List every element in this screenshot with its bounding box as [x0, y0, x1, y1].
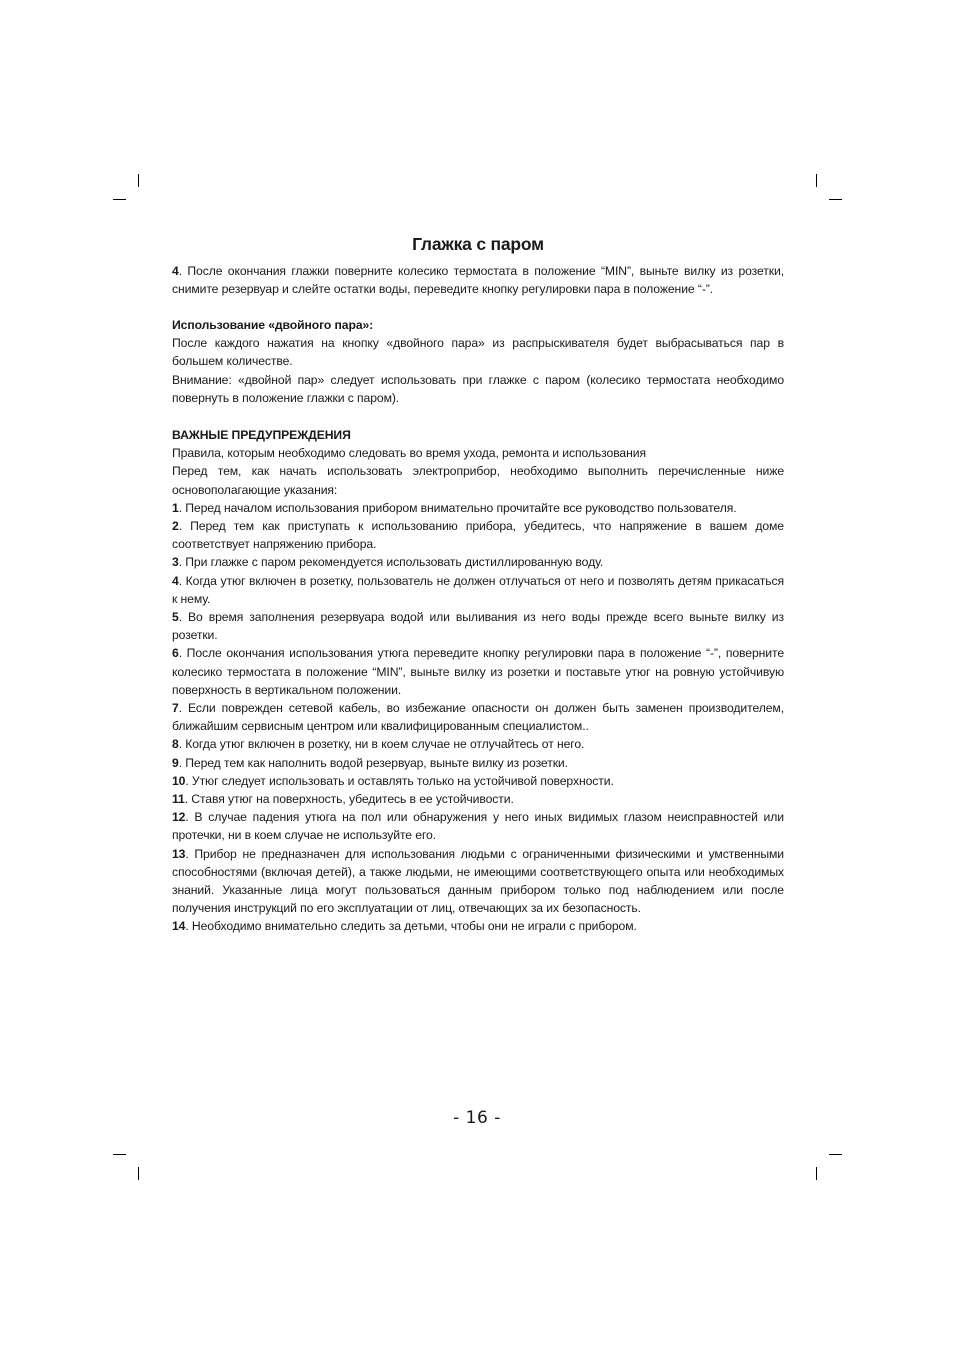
double-steam-section — [172, 316, 784, 407]
item-text: . Если поврежден сетевой кабель, во избежание опасности он должен быть заменен производителем, ближайшим сервисным центром или квалифицированным специалистом.. — [172, 701, 784, 734]
double-steam-heading: Использование «двойного пара»: — [172, 318, 374, 332]
warnings-heading: ВАЖНЫЕ ПРЕДУПРЕЖДЕНИЯ — [172, 428, 351, 442]
item-text: . Перед тем как наполнить водой резервуар, выньте вилку из розетки. — [178, 755, 568, 770]
item-number: 7 — [172, 701, 179, 716]
item-number: 12 — [172, 810, 186, 825]
crop-mark-top-right-vertical — [816, 174, 817, 187]
intro-item-paragraph — [172, 262, 784, 298]
warning-item — [172, 553, 784, 571]
item-text: . После окончания использования утюга переведите кнопку регулировки пара в положение “-”, поверните колесико термостата в положение “MIN”, выньте вилку из розетки и поставьте утюг на ровную устойчивую поверхность в вертикальном положении. — [172, 646, 784, 697]
item-text: . Ставя утюг на поверхность, убедитесь в ее устойчивости. — [184, 792, 514, 807]
item-number: 11 — [172, 792, 185, 807]
item-text: . После окончания глажки поверните колесико термостата в положение “MIN”, выньте вилку из розетки, снимите резервуар и слейте остатки воды, переведите кнопку регулировки пара в положение “-”. — [172, 264, 784, 297]
item-text: . Необходимо внимательно следить за детьми, чтобы они не играли с прибором. — [185, 919, 637, 934]
crop-mark-top-left-horizontal — [113, 199, 126, 200]
item-text: . Прибор не предназначен для использования людьми с ограниченными физическими и умственными способностями (включая детей), а также людьми, не имеющими соответствующего опыта или необходимых знаний. Указанные лица могут пользоваться данным прибором только под наблюдением или после получения инструкций по его эксплуатации от лиц, отвечающих за их безопасность. — [172, 846, 784, 916]
item-text: . При глажке с паром рекомендуется использовать дистиллированную воду. — [178, 555, 604, 570]
item-text: . Когда утюг включен в розетку, ни в коем случае не отлучайтесь от него. — [178, 737, 585, 752]
warning-item — [172, 699, 784, 735]
warning-item — [172, 735, 784, 753]
warnings-rules: Правила, которым необходимо следовать во время ухода, ремонта и использования — [172, 446, 646, 461]
item-number: 3 — [172, 555, 179, 570]
item-text: . Утюг следует использовать и оставлять только на устойчивой поверхности. — [185, 773, 614, 788]
double-steam-paragraph-1: После каждого нажатия на кнопку «двойного пара» из распрыскивателя будет выбрасываться пар в большем количестве. — [172, 336, 784, 369]
crop-mark-bottom-right-horizontal — [829, 1154, 842, 1155]
item-number: 4 — [172, 573, 179, 588]
warning-item — [172, 572, 784, 608]
item-text: . Когда утюг включен в розетку, пользователь не должен отлучаться от него и позволять детям прикасаться к нему. — [172, 573, 784, 606]
item-number: 13 — [172, 846, 186, 861]
item-number: 5 — [172, 610, 179, 625]
crop-mark-top-right-horizontal — [829, 199, 842, 200]
warnings-list — [172, 499, 784, 936]
item-number: 14 — [172, 919, 186, 934]
warning-item — [172, 808, 784, 844]
warning-item — [172, 608, 784, 644]
item-text: . Во время заполнения резервуара водой или выливания из него воды прежде всего выньте вилку из розетки. — [172, 610, 784, 643]
item-number: 1 — [172, 500, 179, 515]
warnings-intro: Перед тем, как начать использовать электроприбор, необходимо выполнить перечисленные ниже основополагающие указания: — [172, 464, 784, 497]
item-text: . В случае падения утюга на пол или обнаружения у него иных видимых глазом неисправностей или протечки, ни в коем случае не используйте его. — [172, 810, 784, 843]
item-text: . Перед началом использования прибором внимательно прочитайте все руководство пользователя. — [178, 500, 737, 515]
warning-item — [172, 754, 784, 772]
page-number: - 16 - — [453, 1108, 501, 1128]
warning-item — [172, 845, 784, 918]
item-number: 6 — [172, 646, 179, 661]
item-number: 9 — [172, 755, 179, 770]
item-number: 8 — [172, 737, 179, 752]
warnings-section — [172, 426, 784, 936]
page-title: Глажка с паром — [412, 234, 544, 254]
item-number: 2 — [172, 519, 179, 534]
warning-item — [172, 644, 784, 699]
crop-mark-bottom-left-vertical — [138, 1167, 139, 1180]
crop-mark-top-left-vertical — [138, 174, 139, 187]
item-number: 4 — [172, 264, 179, 278]
intro-item — [172, 262, 784, 298]
warning-item — [172, 772, 784, 790]
warning-item — [172, 917, 784, 935]
warning-item — [172, 499, 784, 517]
warning-item — [172, 517, 784, 553]
item-number: 10 — [172, 773, 186, 788]
warning-item — [172, 790, 784, 808]
crop-mark-bottom-left-horizontal — [113, 1154, 126, 1155]
item-text: . Перед тем как приступать к использованию прибора, убедитесь, что напряжение в вашем доме соответствует напряжению прибора. — [172, 519, 784, 552]
crop-mark-bottom-right-vertical — [816, 1167, 817, 1180]
double-steam-paragraph-2: Внимание: «двойной пар» следует использовать при глажке с паром (колесико термостата необходимо повернуть в положение глажки с паром). — [172, 372, 784, 405]
